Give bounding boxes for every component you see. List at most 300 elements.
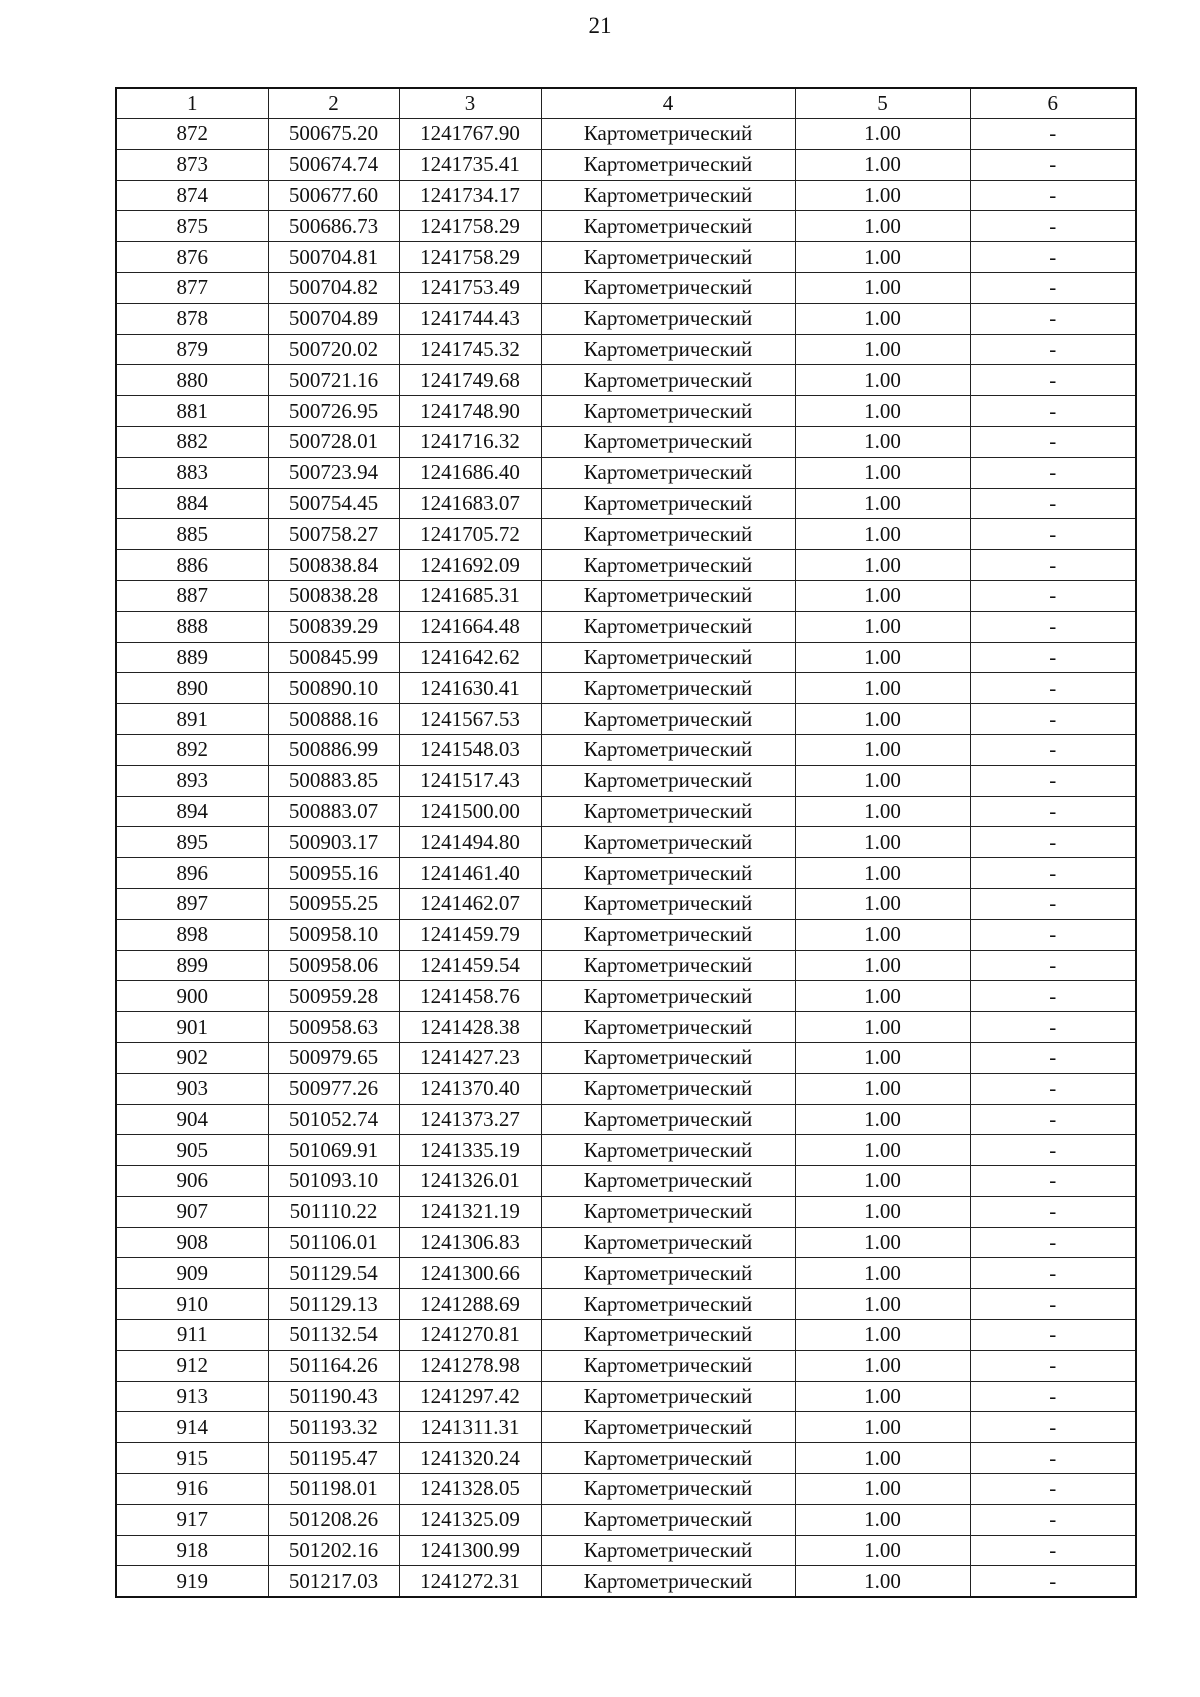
method-cell: Картометрический — [541, 796, 795, 827]
x-coordinate-cell: 500758.27 — [268, 519, 399, 550]
accuracy-cell: 1.00 — [795, 365, 970, 396]
y-coordinate-cell: 1241272.31 — [399, 1566, 541, 1597]
column-header: 5 — [795, 88, 970, 119]
note-cell: - — [970, 1504, 1136, 1535]
table-row — [116, 1042, 1136, 1073]
method-cell: Картометрический — [541, 1504, 795, 1535]
accuracy-cell: 1.00 — [795, 888, 970, 919]
method-cell: Картометрический — [541, 1412, 795, 1443]
accuracy-cell: 1.00 — [795, 642, 970, 673]
point-number-cell: 881 — [116, 396, 268, 427]
point-number-cell: 917 — [116, 1504, 268, 1535]
method-cell: Картометрический — [541, 704, 795, 735]
y-coordinate-cell: 1241326.01 — [399, 1166, 541, 1197]
table-row — [116, 858, 1136, 889]
accuracy-cell: 1.00 — [795, 180, 970, 211]
accuracy-cell: 1.00 — [795, 673, 970, 704]
method-cell: Картометрический — [541, 180, 795, 211]
method-cell: Картометрический — [541, 365, 795, 396]
x-coordinate-cell: 501129.54 — [268, 1258, 399, 1289]
x-coordinate-cell: 500704.82 — [268, 272, 399, 303]
x-coordinate-cell: 500958.06 — [268, 950, 399, 981]
y-coordinate-cell: 1241311.31 — [399, 1412, 541, 1443]
point-number-cell: 916 — [116, 1474, 268, 1505]
y-coordinate-cell: 1241427.23 — [399, 1042, 541, 1073]
x-coordinate-cell: 500754.45 — [268, 488, 399, 519]
x-coordinate-cell: 500883.85 — [268, 765, 399, 796]
x-coordinate-cell: 501217.03 — [268, 1566, 399, 1597]
x-coordinate-cell: 501052.74 — [268, 1104, 399, 1135]
x-coordinate-cell: 500720.02 — [268, 334, 399, 365]
y-coordinate-cell: 1241664.48 — [399, 611, 541, 642]
table-row — [116, 119, 1136, 150]
note-cell: - — [970, 211, 1136, 242]
table-row — [116, 1012, 1136, 1043]
table-row — [116, 1412, 1136, 1443]
y-coordinate-cell: 1241494.80 — [399, 827, 541, 858]
accuracy-cell: 1.00 — [795, 580, 970, 611]
y-coordinate-cell: 1241297.42 — [399, 1381, 541, 1412]
point-number-cell: 895 — [116, 827, 268, 858]
table-row — [116, 457, 1136, 488]
method-cell: Картометрический — [541, 1135, 795, 1166]
note-cell: - — [970, 1381, 1136, 1412]
table-row — [116, 765, 1136, 796]
x-coordinate-cell: 500675.20 — [268, 119, 399, 150]
column-header: 6 — [970, 88, 1136, 119]
table-row — [116, 704, 1136, 735]
y-coordinate-cell: 1241517.43 — [399, 765, 541, 796]
accuracy-cell: 1.00 — [795, 1166, 970, 1197]
method-cell: Картометрический — [541, 1042, 795, 1073]
method-cell: Картометрический — [541, 550, 795, 581]
accuracy-cell: 1.00 — [795, 149, 970, 180]
y-coordinate-cell: 1241325.09 — [399, 1504, 541, 1535]
method-cell: Картометрический — [541, 580, 795, 611]
accuracy-cell: 1.00 — [795, 827, 970, 858]
table-row — [116, 1196, 1136, 1227]
x-coordinate-cell: 500955.16 — [268, 858, 399, 889]
header-row — [116, 88, 1136, 119]
table-row — [116, 396, 1136, 427]
point-number-cell: 901 — [116, 1012, 268, 1043]
point-number-cell: 905 — [116, 1135, 268, 1166]
point-number-cell: 918 — [116, 1535, 268, 1566]
note-cell: - — [970, 1320, 1136, 1351]
x-coordinate-cell: 500845.99 — [268, 642, 399, 673]
point-number-cell: 882 — [116, 426, 268, 457]
column-header: 4 — [541, 88, 795, 119]
point-number-cell: 879 — [116, 334, 268, 365]
accuracy-cell: 1.00 — [795, 488, 970, 519]
method-cell: Картометрический — [541, 1104, 795, 1135]
y-coordinate-cell: 1241459.79 — [399, 919, 541, 950]
method-cell: Картометрический — [541, 426, 795, 457]
point-number-cell: 874 — [116, 180, 268, 211]
y-coordinate-cell: 1241735.41 — [399, 149, 541, 180]
method-cell: Картометрический — [541, 272, 795, 303]
accuracy-cell: 1.00 — [795, 796, 970, 827]
note-cell: - — [970, 1443, 1136, 1474]
note-cell: - — [970, 149, 1136, 180]
point-number-cell: 890 — [116, 673, 268, 704]
method-cell: Картометрический — [541, 242, 795, 273]
x-coordinate-cell: 500721.16 — [268, 365, 399, 396]
point-number-cell: 872 — [116, 119, 268, 150]
y-coordinate-cell: 1241548.03 — [399, 734, 541, 765]
accuracy-cell: 1.00 — [795, 1566, 970, 1597]
method-cell: Картометрический — [541, 149, 795, 180]
accuracy-cell: 1.00 — [795, 1443, 970, 1474]
accuracy-cell: 1.00 — [795, 1535, 970, 1566]
accuracy-cell: 1.00 — [795, 242, 970, 273]
method-cell: Картометрический — [541, 642, 795, 673]
x-coordinate-cell: 501129.13 — [268, 1289, 399, 1320]
note-cell: - — [970, 981, 1136, 1012]
x-coordinate-cell: 500883.07 — [268, 796, 399, 827]
table-row — [116, 180, 1136, 211]
y-coordinate-cell: 1241686.40 — [399, 457, 541, 488]
accuracy-cell: 1.00 — [795, 734, 970, 765]
x-coordinate-cell: 501164.26 — [268, 1350, 399, 1381]
table-row — [116, 149, 1136, 180]
table-row — [116, 303, 1136, 334]
accuracy-cell: 1.00 — [795, 1196, 970, 1227]
y-coordinate-cell: 1241745.32 — [399, 334, 541, 365]
note-cell: - — [970, 488, 1136, 519]
note-cell: - — [970, 1566, 1136, 1597]
coordinates-table — [115, 87, 1137, 1598]
table-row — [116, 1289, 1136, 1320]
table-row — [116, 550, 1136, 581]
accuracy-cell: 1.00 — [795, 1350, 970, 1381]
point-number-cell: 915 — [116, 1443, 268, 1474]
point-number-cell: 876 — [116, 242, 268, 273]
method-cell: Картометрический — [541, 1320, 795, 1351]
note-cell: - — [970, 611, 1136, 642]
accuracy-cell: 1.00 — [795, 1504, 970, 1535]
x-coordinate-cell: 500723.94 — [268, 457, 399, 488]
y-coordinate-cell: 1241461.40 — [399, 858, 541, 889]
y-coordinate-cell: 1241373.27 — [399, 1104, 541, 1135]
note-cell: - — [970, 580, 1136, 611]
note-cell: - — [970, 734, 1136, 765]
note-cell: - — [970, 334, 1136, 365]
column-header: 3 — [399, 88, 541, 119]
table-row — [116, 827, 1136, 858]
accuracy-cell: 1.00 — [795, 1042, 970, 1073]
x-coordinate-cell: 500888.16 — [268, 704, 399, 735]
table-row — [116, 334, 1136, 365]
point-number-cell: 883 — [116, 457, 268, 488]
method-cell: Картометрический — [541, 950, 795, 981]
method-cell: Картометрический — [541, 981, 795, 1012]
x-coordinate-cell: 500903.17 — [268, 827, 399, 858]
table-row — [116, 1320, 1136, 1351]
y-coordinate-cell: 1241705.72 — [399, 519, 541, 550]
point-number-cell: 887 — [116, 580, 268, 611]
x-coordinate-cell: 501208.26 — [268, 1504, 399, 1535]
table-row — [116, 642, 1136, 673]
y-coordinate-cell: 1241734.17 — [399, 180, 541, 211]
note-cell: - — [970, 396, 1136, 427]
table-row — [116, 1443, 1136, 1474]
accuracy-cell: 1.00 — [795, 1258, 970, 1289]
point-number-cell: 885 — [116, 519, 268, 550]
table-row — [116, 673, 1136, 704]
point-number-cell: 896 — [116, 858, 268, 889]
x-coordinate-cell: 500674.74 — [268, 149, 399, 180]
note-cell: - — [970, 1135, 1136, 1166]
point-number-cell: 908 — [116, 1227, 268, 1258]
point-number-cell: 897 — [116, 888, 268, 919]
y-coordinate-cell: 1241278.98 — [399, 1350, 541, 1381]
note-cell: - — [970, 642, 1136, 673]
note-cell: - — [970, 426, 1136, 457]
accuracy-cell: 1.00 — [795, 950, 970, 981]
note-cell: - — [970, 242, 1136, 273]
point-number-cell: 909 — [116, 1258, 268, 1289]
point-number-cell: 880 — [116, 365, 268, 396]
y-coordinate-cell: 1241683.07 — [399, 488, 541, 519]
point-number-cell: 889 — [116, 642, 268, 673]
y-coordinate-cell: 1241459.54 — [399, 950, 541, 981]
y-coordinate-cell: 1241270.81 — [399, 1320, 541, 1351]
point-number-cell: 910 — [116, 1289, 268, 1320]
table-row — [116, 950, 1136, 981]
accuracy-cell: 1.00 — [795, 396, 970, 427]
method-cell: Картометрический — [541, 827, 795, 858]
y-coordinate-cell: 1241370.40 — [399, 1073, 541, 1104]
x-coordinate-cell: 500959.28 — [268, 981, 399, 1012]
note-cell: - — [970, 272, 1136, 303]
accuracy-cell: 1.00 — [795, 981, 970, 1012]
accuracy-cell: 1.00 — [795, 1227, 970, 1258]
y-coordinate-cell: 1241567.53 — [399, 704, 541, 735]
method-cell: Картометрический — [541, 1381, 795, 1412]
method-cell: Картометрический — [541, 1166, 795, 1197]
table-row — [116, 1566, 1136, 1597]
y-coordinate-cell: 1241753.49 — [399, 272, 541, 303]
column-header: 2 — [268, 88, 399, 119]
method-cell: Картометрический — [541, 1227, 795, 1258]
point-number-cell: 903 — [116, 1073, 268, 1104]
x-coordinate-cell: 500839.29 — [268, 611, 399, 642]
table-row — [116, 272, 1136, 303]
x-coordinate-cell: 501198.01 — [268, 1474, 399, 1505]
method-cell: Картометрический — [541, 519, 795, 550]
accuracy-cell: 1.00 — [795, 457, 970, 488]
method-cell: Картометрический — [541, 611, 795, 642]
x-coordinate-cell: 500838.28 — [268, 580, 399, 611]
method-cell: Картометрический — [541, 1566, 795, 1597]
table-row — [116, 1258, 1136, 1289]
point-number-cell: 906 — [116, 1166, 268, 1197]
table-row — [116, 1135, 1136, 1166]
table-row — [116, 1227, 1136, 1258]
y-coordinate-cell: 1241749.68 — [399, 365, 541, 396]
x-coordinate-cell: 500677.60 — [268, 180, 399, 211]
point-number-cell: 898 — [116, 919, 268, 950]
method-cell: Картометрический — [541, 303, 795, 334]
accuracy-cell: 1.00 — [795, 1320, 970, 1351]
y-coordinate-cell: 1241630.41 — [399, 673, 541, 704]
x-coordinate-cell: 500704.89 — [268, 303, 399, 334]
x-coordinate-cell: 500728.01 — [268, 426, 399, 457]
page-number: 21 — [588, 13, 612, 38]
table-row — [116, 488, 1136, 519]
accuracy-cell: 1.00 — [795, 426, 970, 457]
note-cell: - — [970, 1196, 1136, 1227]
note-cell: - — [970, 1227, 1136, 1258]
point-number-cell: 877 — [116, 272, 268, 303]
note-cell: - — [970, 704, 1136, 735]
accuracy-cell: 1.00 — [795, 704, 970, 735]
table-row — [116, 580, 1136, 611]
method-cell: Картометрический — [541, 888, 795, 919]
table-row — [116, 796, 1136, 827]
x-coordinate-cell: 500958.63 — [268, 1012, 399, 1043]
point-number-cell: 873 — [116, 149, 268, 180]
table-row — [116, 611, 1136, 642]
method-cell: Картометрический — [541, 119, 795, 150]
y-coordinate-cell: 1241328.05 — [399, 1474, 541, 1505]
table-row — [116, 1166, 1136, 1197]
note-cell: - — [970, 796, 1136, 827]
method-cell: Картометрический — [541, 1073, 795, 1104]
method-cell: Картометрический — [541, 396, 795, 427]
table-row — [116, 734, 1136, 765]
note-cell: - — [970, 950, 1136, 981]
method-cell: Картометрический — [541, 919, 795, 950]
y-coordinate-cell: 1241335.19 — [399, 1135, 541, 1166]
method-cell: Картометрический — [541, 1443, 795, 1474]
accuracy-cell: 1.00 — [795, 303, 970, 334]
note-cell: - — [970, 888, 1136, 919]
table-row — [116, 1504, 1136, 1535]
method-cell: Картометрический — [541, 1350, 795, 1381]
table-row — [116, 1381, 1136, 1412]
x-coordinate-cell: 501132.54 — [268, 1320, 399, 1351]
x-coordinate-cell: 501193.32 — [268, 1412, 399, 1443]
point-number-cell: 899 — [116, 950, 268, 981]
y-coordinate-cell: 1241288.69 — [399, 1289, 541, 1320]
point-number-cell: 884 — [116, 488, 268, 519]
y-coordinate-cell: 1241300.66 — [399, 1258, 541, 1289]
accuracy-cell: 1.00 — [795, 519, 970, 550]
point-number-cell: 893 — [116, 765, 268, 796]
x-coordinate-cell: 500726.95 — [268, 396, 399, 427]
y-coordinate-cell: 1241758.29 — [399, 211, 541, 242]
point-number-cell: 912 — [116, 1350, 268, 1381]
x-coordinate-cell: 501093.10 — [268, 1166, 399, 1197]
table-body — [116, 119, 1136, 1598]
x-coordinate-cell: 501106.01 — [268, 1227, 399, 1258]
point-number-cell: 913 — [116, 1381, 268, 1412]
y-coordinate-cell: 1241458.76 — [399, 981, 541, 1012]
x-coordinate-cell: 500704.81 — [268, 242, 399, 273]
note-cell: - — [970, 1412, 1136, 1443]
table-row — [116, 211, 1136, 242]
table-row — [116, 1104, 1136, 1135]
note-cell: - — [970, 1104, 1136, 1135]
point-number-cell: 907 — [116, 1196, 268, 1227]
y-coordinate-cell: 1241748.90 — [399, 396, 541, 427]
y-coordinate-cell: 1241428.38 — [399, 1012, 541, 1043]
point-number-cell: 911 — [116, 1320, 268, 1351]
point-number-cell: 919 — [116, 1566, 268, 1597]
accuracy-cell: 1.00 — [795, 334, 970, 365]
x-coordinate-cell: 501110.22 — [268, 1196, 399, 1227]
note-cell: - — [970, 765, 1136, 796]
accuracy-cell: 1.00 — [795, 1104, 970, 1135]
note-cell: - — [970, 1474, 1136, 1505]
method-cell: Картометрический — [541, 488, 795, 519]
point-number-cell: 875 — [116, 211, 268, 242]
y-coordinate-cell: 1241306.83 — [399, 1227, 541, 1258]
x-coordinate-cell: 500958.10 — [268, 919, 399, 950]
note-cell: - — [970, 1012, 1136, 1043]
point-number-cell: 886 — [116, 550, 268, 581]
method-cell: Картометрический — [541, 1474, 795, 1505]
note-cell: - — [970, 673, 1136, 704]
accuracy-cell: 1.00 — [795, 119, 970, 150]
x-coordinate-cell: 501069.91 — [268, 1135, 399, 1166]
y-coordinate-cell: 1241320.24 — [399, 1443, 541, 1474]
table-row — [116, 1350, 1136, 1381]
note-cell: - — [970, 550, 1136, 581]
method-cell: Картометрический — [541, 457, 795, 488]
method-cell: Картометрический — [541, 211, 795, 242]
accuracy-cell: 1.00 — [795, 1381, 970, 1412]
y-coordinate-cell: 1241716.32 — [399, 426, 541, 457]
note-cell: - — [970, 119, 1136, 150]
accuracy-cell: 1.00 — [795, 611, 970, 642]
table-row — [116, 1474, 1136, 1505]
accuracy-cell: 1.00 — [795, 211, 970, 242]
method-cell: Картометрический — [541, 1012, 795, 1043]
x-coordinate-cell: 500977.26 — [268, 1073, 399, 1104]
point-number-cell: 902 — [116, 1042, 268, 1073]
note-cell: - — [970, 1350, 1136, 1381]
x-coordinate-cell: 500890.10 — [268, 673, 399, 704]
point-number-cell: 888 — [116, 611, 268, 642]
method-cell: Картометрический — [541, 673, 795, 704]
table-row — [116, 519, 1136, 550]
method-cell: Картометрический — [541, 1258, 795, 1289]
table-header — [116, 88, 1136, 119]
y-coordinate-cell: 1241767.90 — [399, 119, 541, 150]
table-row — [116, 919, 1136, 950]
x-coordinate-cell: 500979.65 — [268, 1042, 399, 1073]
x-coordinate-cell: 501202.16 — [268, 1535, 399, 1566]
accuracy-cell: 1.00 — [795, 550, 970, 581]
method-cell: Картометрический — [541, 765, 795, 796]
note-cell: - — [970, 1258, 1136, 1289]
accuracy-cell: 1.00 — [795, 1412, 970, 1443]
table-row — [116, 242, 1136, 273]
note-cell: - — [970, 519, 1136, 550]
method-cell: Картометрический — [541, 1196, 795, 1227]
method-cell: Картометрический — [541, 734, 795, 765]
note-cell: - — [970, 1535, 1136, 1566]
x-coordinate-cell: 501190.43 — [268, 1381, 399, 1412]
x-coordinate-cell: 501195.47 — [268, 1443, 399, 1474]
point-number-cell: 878 — [116, 303, 268, 334]
table-row — [116, 365, 1136, 396]
table-row — [116, 888, 1136, 919]
x-coordinate-cell: 500838.84 — [268, 550, 399, 581]
